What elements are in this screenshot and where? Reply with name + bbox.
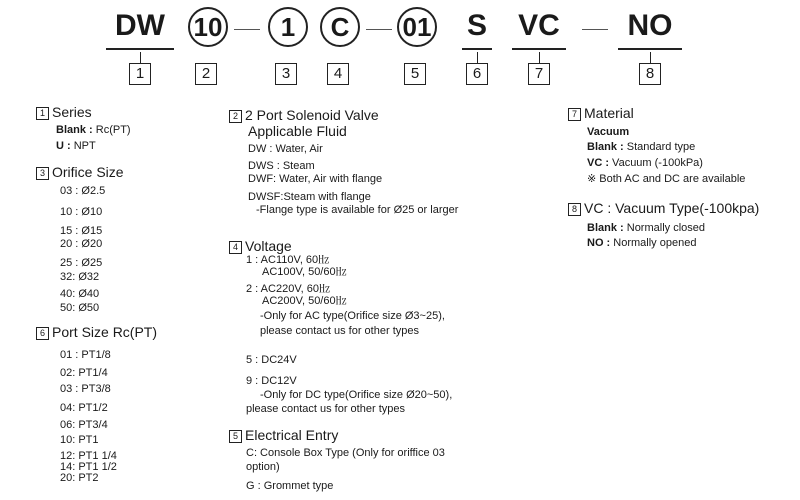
valve-line: -Flange type is available for Ø25 or larger: [256, 204, 459, 216]
valve-heading: [229, 107, 379, 123]
dash-separator: [582, 29, 608, 30]
section-title: Material: [584, 105, 634, 121]
port-item: 14: PT1 1/2: [60, 461, 117, 473]
underline-s: [462, 48, 492, 50]
material-line: Blank : Standard type: [587, 141, 696, 153]
electrical-line: C: Console Box Type (Only for oriffice 03: [246, 447, 445, 459]
underline-vacuum-type: [618, 48, 682, 50]
underline-series: [106, 48, 174, 50]
dash-separator: [366, 29, 392, 30]
orifice-item: 40: Ø40: [60, 288, 100, 300]
port-item: 06: PT3/4: [60, 419, 108, 431]
dash-separator: [234, 29, 260, 30]
series-line: Blank : Rc(PT): [56, 124, 131, 136]
voltage-line: 5 : DC24V: [246, 354, 297, 366]
code-part-vacuum-type: NO: [627, 9, 673, 42]
vacuum-type-line: Blank : Normally closed: [587, 222, 705, 234]
section-title: Voltage: [245, 238, 292, 254]
port-item: 04: PT1/2: [60, 402, 108, 414]
voltage-line: AC100V, 50/60㎐: [262, 266, 347, 278]
orifice-item: 50: Ø50: [60, 302, 100, 314]
valve-line: DWSF:Steam with flange: [248, 191, 371, 203]
series-line: U : NPT: [56, 140, 96, 152]
valve-line: DW : Water, Air: [248, 143, 323, 155]
port-heading: [36, 324, 157, 340]
voltage-line: please contact us for other types: [260, 325, 419, 337]
tick: [539, 52, 540, 63]
valve-line: DWS : Steam: [248, 160, 315, 172]
vacuum-type-line: NO : Normally opened: [587, 237, 697, 249]
section-title: Series: [52, 104, 92, 120]
electrical-line: G : Grommet type: [246, 480, 334, 492]
section-number: 7: [568, 108, 581, 121]
port-item: 20: PT2: [60, 472, 99, 484]
port-item: 10: PT1: [60, 434, 99, 446]
section-title: VC : Vacuum Type(-100kpa): [584, 200, 760, 216]
material-line: VC : Vacuum (-100kPa): [587, 157, 703, 169]
section-title: Port Size Rc(PT): [52, 324, 158, 340]
port-item: 02: PT1/4: [60, 367, 108, 379]
orifice-item: 32: Ø32: [60, 271, 100, 283]
code-part-port: 01: [397, 7, 437, 47]
code-number-3: 3: [275, 63, 297, 85]
port-item: 12: PT1 1/4: [60, 450, 117, 462]
section-number: 8: [568, 203, 581, 216]
valve-line: DWF: Water, Air with flange: [248, 173, 383, 185]
section-number: 2: [229, 110, 242, 123]
voltage-line: AC200V, 50/60㎐: [262, 295, 347, 307]
orifice-heading: [36, 164, 124, 180]
code-number-1: 1: [129, 63, 151, 85]
section-title: Electrical Entry: [245, 427, 339, 443]
electrical-heading: [229, 427, 338, 443]
valve-subtitle: Applicable Fluid: [248, 123, 347, 139]
section-number: 3: [36, 167, 49, 180]
code-number-7: 7: [528, 63, 550, 85]
orifice-item: 10 : Ø10: [60, 206, 103, 218]
voltage-line: -Only for DC type(Orifice size Ø20~50),: [260, 389, 453, 401]
code-part-s: S: [466, 9, 487, 42]
code-number-4: 4: [327, 63, 349, 85]
material-line: Vacuum: [587, 126, 630, 138]
section-number: 6: [36, 327, 49, 340]
port-item: 03 : PT3/8: [60, 383, 111, 395]
underline-material: [512, 48, 566, 50]
port-item: 01 : PT1/8: [60, 349, 111, 361]
voltage-line: 1 : AC110V, 60㎐: [246, 254, 330, 266]
material-line: ※ Both AC and DC are available: [587, 173, 746, 185]
code-part-material: VC: [518, 9, 560, 42]
orifice-item: 25 : Ø25: [60, 257, 103, 269]
material-heading: [568, 105, 634, 121]
orifice-item: 03 : Ø2.5: [60, 185, 106, 197]
code-number-2: 2: [195, 63, 217, 85]
tick: [140, 52, 141, 63]
code-number-5: 5: [404, 63, 426, 85]
voltage-line: -Only for AC type(Orifice size Ø3~25),: [260, 310, 445, 322]
code-part-orifice: 10: [188, 7, 228, 47]
code-part-electrical: C: [320, 7, 360, 47]
vacuum-type-heading: [568, 200, 759, 216]
code-part-voltage: 1: [268, 7, 308, 47]
orifice-item: 20 : Ø20: [60, 238, 103, 250]
orifice-item: 15 : Ø15: [60, 225, 103, 237]
code-number-8: 8: [639, 63, 661, 85]
voltage-line: 2 : AC220V, 60㎐: [246, 283, 330, 295]
section-number: 1: [36, 107, 49, 120]
section-number: 4: [229, 241, 242, 254]
series-heading: [36, 104, 92, 120]
tick: [477, 52, 478, 63]
voltage-line: please contact us for other types: [246, 403, 405, 415]
section-title: 2 Port Solenoid Valve: [245, 107, 379, 123]
voltage-line: 9 : DC12V: [246, 375, 297, 387]
code-part-series: DW: [115, 9, 165, 42]
electrical-line: option): [246, 461, 280, 473]
section-title: Orifice Size: [52, 164, 124, 180]
code-number-6: 6: [466, 63, 488, 85]
voltage-heading: [229, 238, 292, 254]
tick: [650, 52, 651, 63]
section-number: 5: [229, 430, 242, 443]
